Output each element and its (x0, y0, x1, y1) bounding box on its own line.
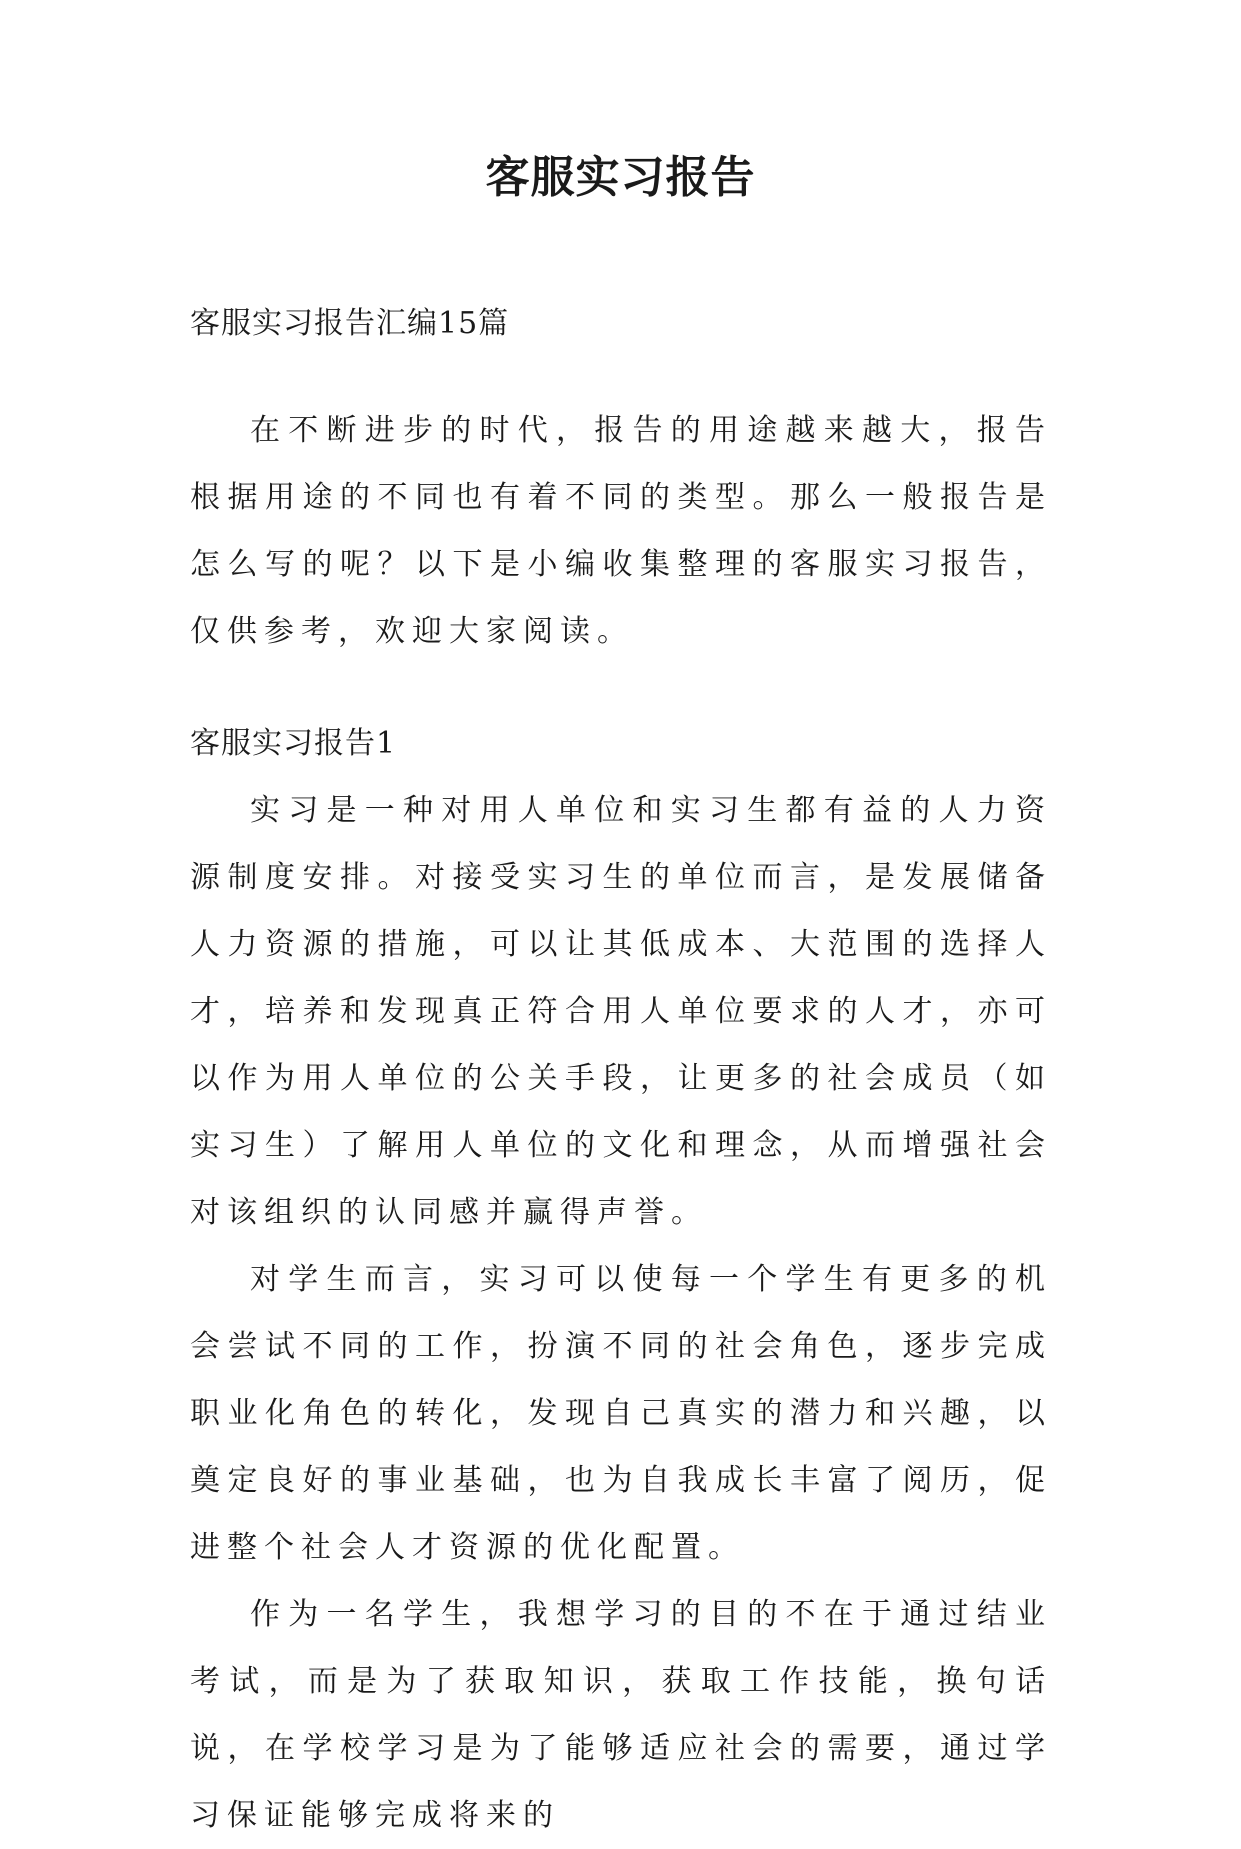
spacer (190, 665, 1052, 710)
document-subtitle: 客服实习报告汇编15篇 (190, 306, 510, 341)
spacer (190, 357, 1052, 397)
body-paragraph: 作为一名学生，我想学习的目的不在于通过结业考试，而是为了获取知识，获取工作技能，换句话说，在学校学习是为了能够适应社会的需要，通过学习保证能够完成将来的 (190, 1597, 1052, 1833)
intro-paragraph: 在不断进步的时代，报告的用途越来越大，报告根据用途的不同也有着不同的类型。那么一般报告是怎么写的呢？以下是小编收集整理的客服实习报告，仅供参考，欢迎大家阅读。 (190, 413, 1052, 649)
document-body (190, 290, 1052, 1849)
body-paragraph: 实习是一种对用人单位和实习生都有益的人力资源制度安排。对接受实习生的单位而言，是发展储备人力资源的措施，可以让其低成本、大范围的选择人才，培养和发现真正符合用人单位要求的人才，亦可以作为用人单位的公关手段，让更多的社会成员（如实习生）了解用人单位的文化和理念，从而增强社会对该组织的认同感并赢得声誉。 (190, 793, 1052, 1230)
document-title: 客服实习报告 (485, 152, 756, 203)
section-heading: 客服实习报告1 (190, 726, 397, 761)
body-paragraph: 对学生而言，实习可以使每一个学生有更多的机会尝试不同的工作，扮演不同的社会角色，逐步完成职业化角色的转化，发现自己真实的潜力和兴趣，以奠定良好的事业基础，也为自我成长丰富了阅历，促进整个社会人才资源的优化配置。 (190, 1262, 1052, 1565)
